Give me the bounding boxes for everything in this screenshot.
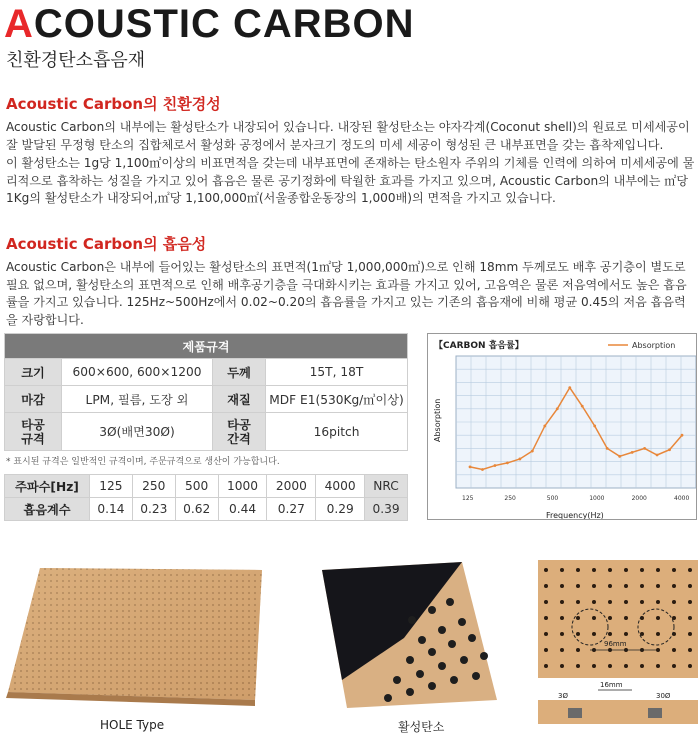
- perforation-dot: [608, 616, 612, 620]
- perforation-dot: [656, 632, 660, 636]
- spec-label: 마감: [5, 386, 62, 413]
- perforation-dot: [560, 584, 564, 588]
- freq-cell: 2000: [267, 475, 316, 498]
- x-tick-label: 125: [462, 495, 474, 502]
- perforation-dot: [624, 584, 628, 588]
- dim-16: 16mm: [600, 681, 623, 689]
- spec-value: 15T, 18T: [266, 359, 408, 386]
- spec-value: MDF E1(530Kg/㎥이상): [266, 386, 408, 413]
- series-point: [568, 386, 571, 389]
- hole-type-caption: HOLE Type: [100, 718, 165, 732]
- carbon-caption: 활성탄소: [398, 720, 445, 734]
- section-heading-eco: Acoustic Carbon의 친환경성: [6, 95, 221, 113]
- perforation-dot: [656, 616, 660, 620]
- series-point: [518, 458, 521, 461]
- spec-value: LPM, 필름, 도장 외: [62, 386, 213, 413]
- perforation-dot: [592, 600, 596, 604]
- perforation-dot: [576, 648, 580, 652]
- absorption-chart-svg: [428, 334, 696, 519]
- detail-photo: [538, 560, 698, 732]
- perforation-dot: [544, 568, 548, 572]
- perforation-dot: [592, 584, 596, 588]
- dim-3: 3Ø: [558, 692, 568, 700]
- series-point: [481, 468, 484, 471]
- perforation-dot: [624, 632, 628, 636]
- perforation-dot: [560, 568, 564, 572]
- carbon-panel-photo: [292, 560, 522, 710]
- freq-cell: 500: [175, 475, 218, 498]
- perforation-dot: [688, 584, 692, 588]
- perforation-dot: [560, 616, 564, 620]
- perforation-dot: [576, 664, 580, 668]
- perforation-dot: [640, 600, 644, 604]
- perforation-dot: [576, 632, 580, 636]
- x-tick-label: 1000: [589, 495, 605, 502]
- perforation-dot: [608, 584, 612, 588]
- x-tick-label: 500: [546, 495, 559, 502]
- freq-cell: 1000: [218, 475, 267, 498]
- perforation-dot: [688, 616, 692, 620]
- series-point: [618, 455, 621, 458]
- perforation-dot: [672, 568, 676, 572]
- perforation-dot: [624, 664, 628, 668]
- perforation-dot: [656, 664, 660, 668]
- perforation-dot: [688, 568, 692, 572]
- perforation-dot: [608, 632, 612, 636]
- perforation-dot: [544, 648, 548, 652]
- freq-label: 주파수[Hz]: [5, 475, 90, 498]
- perforation-dot: [656, 584, 660, 588]
- perforation-dot: [608, 600, 612, 604]
- perforation-dot: [560, 648, 564, 652]
- coef-cell: 0.23: [132, 498, 175, 521]
- absorption-table: [4, 474, 408, 521]
- perforation-dot: [560, 600, 564, 604]
- series-point: [593, 425, 596, 428]
- legend-label: Absorption: [632, 341, 676, 350]
- hole-panel-image: [0, 560, 270, 710]
- perforation-dot: [544, 600, 548, 604]
- spec-value: 3Ø(배면30Ø): [62, 413, 213, 451]
- section-heading-acoustic: Acoustic Carbon의 흡음성: [6, 235, 207, 253]
- x-tick-label: 4000: [674, 495, 690, 502]
- coef-cell: 0.27: [267, 498, 316, 521]
- spec-label: 두께: [213, 359, 266, 386]
- perforation-dot: [576, 600, 580, 604]
- series-point: [643, 447, 646, 450]
- perforation-dot: [672, 584, 676, 588]
- spec-label: 타공 간격: [213, 413, 266, 451]
- coef-cell: 0.39: [365, 498, 408, 521]
- section-paragraph: 이 활성탄소는 1g당 1,100㎡이상의 비표면적을 갖는데 내부표면에 존재하는 탄소원자 주위의 기체를 인력에 의하여 미세세공에 물리적으로 흡착하는 성질을 가지고 있어 흡음은 물론 공기정화에 탁월한 효과를 가지고 있으며, Acoustic Carbon의 내부에는 ㎡당 1Kg의 활성탄소가 내장되어,㎡당 1,100,000㎡(서울종합운동장의 1,000배)의 면적을 가지고 있습니다.: [6, 156, 695, 205]
- spec-table: [4, 333, 408, 451]
- spec-value: 600×600, 600×1200: [62, 359, 213, 386]
- page-subtitle: 친환경탄소흡음재: [6, 50, 146, 71]
- absorption-chart: [427, 333, 697, 520]
- perforation-dot: [592, 664, 596, 668]
- perforation-dot: [592, 632, 596, 636]
- spec-note: * 표시된 규격은 일반적인 규격이며, 주문규격으로 생산이 가능합니다.: [6, 457, 280, 467]
- perforation-dot: [640, 664, 644, 668]
- perforation-dot: [592, 568, 596, 572]
- perforation-dot: [672, 664, 676, 668]
- series-point: [556, 407, 559, 410]
- perforation-dot: [656, 600, 660, 604]
- freq-cell: 125: [90, 475, 133, 498]
- perforation-dot: [544, 584, 548, 588]
- perforation-dot: [592, 616, 596, 620]
- spec-table-header: 제품규격: [5, 334, 408, 359]
- coef-cell: 0.44: [218, 498, 267, 521]
- series-point: [506, 462, 509, 465]
- perforation-dot: [624, 600, 628, 604]
- series-point: [668, 448, 671, 451]
- perforation-dot: [576, 584, 580, 588]
- perforation-dot: [576, 568, 580, 572]
- coef-cell: 0.14: [90, 498, 133, 521]
- perforation-dot: [640, 568, 644, 572]
- dim-96: 96mm: [604, 640, 627, 648]
- perforation-dot: [688, 664, 692, 668]
- coef-cell: 0.29: [316, 498, 365, 521]
- perforation-dot: [688, 648, 692, 652]
- series-point: [631, 451, 634, 454]
- perforation-dot: [624, 568, 628, 572]
- series-point: [656, 454, 659, 457]
- x-tick-label: 2000: [631, 495, 647, 502]
- page-title: ACOUSTIC CARBON: [4, 2, 415, 46]
- series-point: [531, 450, 534, 453]
- perforation-dot: [608, 568, 612, 572]
- freq-cell: NRC: [365, 475, 408, 498]
- spec-label: 타공 규격: [5, 413, 62, 451]
- spec-label: 크기: [5, 359, 62, 386]
- chart-title: 【CARBON 흡음률】: [434, 341, 524, 351]
- perforation-dot: [656, 648, 660, 652]
- freq-cell: 250: [132, 475, 175, 498]
- carbon-panel-image: [292, 560, 522, 710]
- perforation-dot: [576, 616, 580, 620]
- perforation-dot: [688, 600, 692, 604]
- series-point: [469, 465, 472, 468]
- coef-label: 흡음계수: [5, 498, 90, 521]
- series-point: [581, 405, 584, 408]
- perforation-dot: [608, 664, 612, 668]
- perforation-dot: [560, 664, 564, 668]
- freq-cell: 4000: [316, 475, 365, 498]
- perforation-dot: [544, 664, 548, 668]
- series-point: [494, 464, 497, 467]
- series-point: [681, 434, 684, 437]
- hole-type-photo: [0, 560, 270, 710]
- perforation-dot: [544, 632, 548, 636]
- perforation-dot: [656, 568, 660, 572]
- section-paragraph: Acoustic Carbon은 내부에 들어있는 활성탄소의 표면적(1㎡당 1,000,000㎡)으로 인해 18mm 두께로도 배후 공기층이 별도로 필요 없으며, 활성탄소의 표면적으로 인해 배후공기층을 극대화시키는 효과를 가지고 있어, 고음역은 물론 저음역에서도 높은 흡음률을 가지고 있습니다. 125Hz~500Hz에서 0.02~0.20의 흡음률을 가지고 있는 기존의 흡음재에 비해 평균 0.45의 저음 흡음력을 자랑합니다.: [6, 260, 687, 327]
- series-point: [543, 425, 546, 428]
- spec-label: 재질: [213, 386, 266, 413]
- x-tick-label: 250: [504, 495, 516, 502]
- perforation-dot: [688, 632, 692, 636]
- coef-cell: 0.62: [175, 498, 218, 521]
- series-point: [606, 447, 609, 450]
- x-axis-label: Frequency(Hz): [546, 511, 604, 519]
- perforation-dot: [640, 584, 644, 588]
- perforation-dot: [544, 616, 548, 620]
- spec-value: 16pitch: [266, 413, 408, 451]
- perforation-dot: [672, 600, 676, 604]
- perforation-dot: [560, 632, 564, 636]
- section-paragraph: Acoustic Carbon의 내부에는 활성탄소가 내장되어 있습니다. 내장된 활성탄소는 야자각계(Coconut shell)의 원료로 미세세공이 잘 발달된 무정형 탄소의 집합체로서 활성화 공정에서 분자크기 정도의 미세 세공이 형성된 큰 내부표면을 갖는 흡착제입니다.: [6, 120, 690, 152]
- y-axis-label: Absorption: [433, 398, 442, 442]
- dim-30: 30Ø: [656, 692, 671, 700]
- perforation-dot: [672, 648, 676, 652]
- perforation-dot: [624, 616, 628, 620]
- perforation-dot: [672, 616, 676, 620]
